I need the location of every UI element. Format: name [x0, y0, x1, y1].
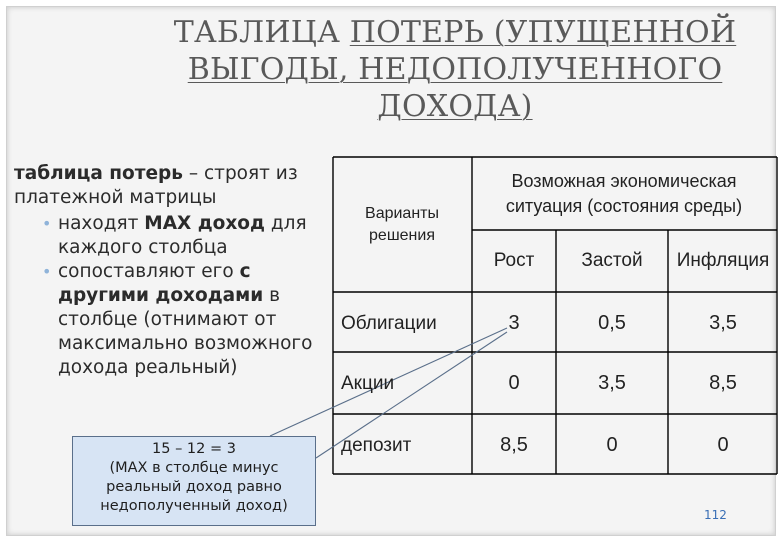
column-header-stagnation: Застой [581, 250, 643, 271]
table-cell: 8,5 [500, 434, 528, 456]
lead-paragraph [14, 162, 314, 210]
row-label-stocks: Акции [341, 373, 395, 394]
header-situation-2: ситуация (состояния среды) [505, 196, 743, 216]
callout-line3: реальный доход равно [106, 479, 282, 495]
callout-line2: (МАХ в столбце минус [109, 460, 279, 476]
callout-line4: недополученный доход) [100, 498, 288, 514]
callout-line1: 15 – 12 = 3 [152, 441, 236, 457]
bullet-icon: • [42, 262, 52, 281]
header-variants-1: Варианты [365, 205, 439, 222]
table-cell: 0 [717, 434, 729, 456]
table-cell: 3 [508, 312, 520, 334]
title-line2: ВЫГОДЫ, НЕДОПОЛУЧЕННОГО [187, 52, 723, 87]
bullet2-text-b: в столбце (отнимают от максимально возможного дохода реальный) [58, 285, 313, 378]
callout-box [72, 436, 316, 526]
table-cell: 0 [606, 434, 618, 456]
table-cell: 0,5 [598, 312, 626, 334]
table-cell: 3,5 [709, 312, 737, 334]
title-line1-underlined: ПОТЕРЬ (УПУЩЕННОЙ [349, 15, 737, 50]
lead-bold: таблица потерь [14, 163, 183, 184]
slide-title [150, 14, 760, 125]
bullet2-text-a: сопоставляют его [58, 261, 240, 282]
table-cell: 3,5 [598, 372, 626, 394]
header-situation-1: Возможная экономическая [511, 171, 737, 191]
title-line1-plain: ТАБЛИЦА [173, 15, 350, 50]
table-cell: 8,5 [709, 372, 737, 394]
bullet1-text-a: находят [58, 213, 145, 234]
explanation-text [14, 162, 314, 380]
bullet-item-1 [42, 212, 314, 260]
table-cell: 0 [508, 372, 520, 394]
row-label-deposit: депозит [341, 435, 412, 456]
bullet2-bold: с другими доходами [58, 261, 264, 306]
bullet-list [14, 212, 314, 380]
title-line3: ДОХОДА) [377, 89, 533, 124]
row-label-bonds: Облигации [341, 313, 437, 334]
column-header-growth: Рост [493, 250, 535, 271]
page-number: 112 [704, 508, 727, 522]
bullet1-text-b: для каждого столбца [58, 213, 307, 258]
bullet-item-2 [42, 260, 314, 380]
column-header-inflation: Инфляция [676, 250, 770, 271]
lead-rest: – строят из платежной матрицы [14, 163, 298, 208]
bullet1-bold: МАХ доход [144, 213, 265, 234]
header-variants-2: решения [369, 227, 435, 244]
bullet-icon: • [42, 214, 52, 233]
